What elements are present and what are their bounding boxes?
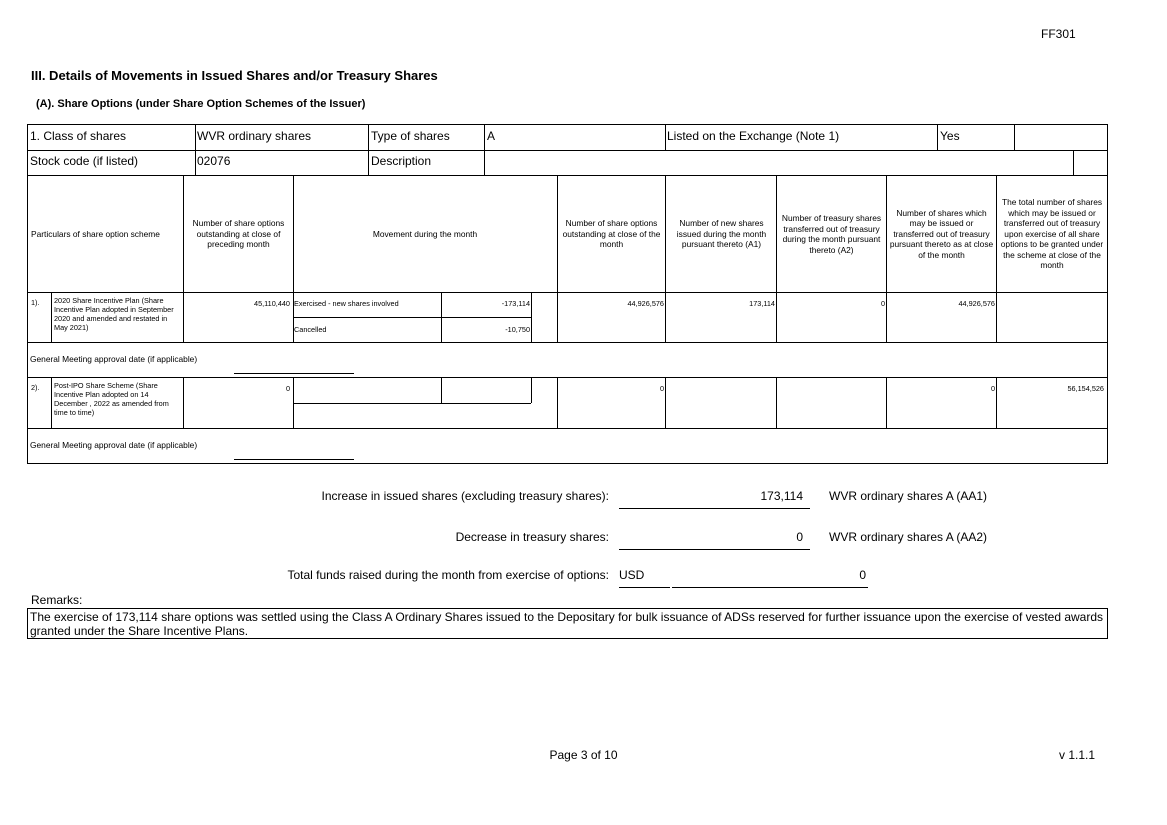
funds-label: Total funds raised during the month from exercise of options:	[287, 568, 609, 582]
col-divider	[183, 175, 184, 342]
movement-value: -173,114	[501, 299, 530, 308]
type-of-shares-value: A	[487, 129, 496, 143]
col-divider	[368, 125, 369, 150]
listed-label: Listed on the Exchange (Note 1)	[667, 129, 840, 143]
listed-value: Yes	[940, 129, 960, 143]
share-options-table	[27, 124, 1108, 464]
scheme-name: Post-IPO Share Scheme (Share Incentive Plan adopted on 14 December , 2022 as amended from time to time)	[54, 381, 169, 417]
decrease-underline	[619, 549, 810, 550]
funds-currency-underline	[619, 587, 670, 588]
col-divider	[441, 377, 442, 403]
decrease-unit: WVR ordinary shares A (AA2)	[829, 530, 988, 544]
stock-code-value: 02076	[197, 154, 231, 168]
description-label: Description	[371, 154, 432, 168]
class-of-shares-value: WVR ordinary shares	[197, 129, 312, 143]
movement-divider	[293, 403, 531, 404]
movement-label: Exercised - new shares involved	[294, 299, 399, 308]
col-divider	[996, 175, 997, 342]
col-divider	[293, 175, 294, 342]
scheme-index: 2).	[31, 383, 40, 392]
col-divider	[183, 377, 184, 428]
treasury-transferred: 0	[880, 299, 885, 308]
new-shares: 173,114	[749, 299, 775, 308]
header-may-be-issued: Number of shares which may be issued or transferred out of treasury pursuant thereto as at close of the month	[889, 207, 994, 260]
section-title: III. Details of Movements in Issued Shares and/or Treasury Shares	[31, 68, 438, 83]
scheme-name: 2020 Share Incentive Plan (Share Incentive Plan adopted in September 2020 and amended and restated in May 2021)	[54, 296, 174, 332]
may-be-issued: 0	[990, 384, 995, 393]
col-divider	[557, 175, 558, 342]
row-divider	[28, 428, 1107, 429]
form-code: FF301	[1041, 27, 1076, 41]
col-divider	[51, 292, 52, 342]
row-divider	[28, 342, 1107, 343]
movement-divider	[293, 317, 531, 318]
scheme-index: 1).	[31, 298, 40, 307]
col-divider	[886, 377, 887, 428]
col-divider	[1073, 150, 1074, 175]
class-of-shares-label: 1. Class of shares	[30, 129, 127, 143]
version-label: v 1.1.1	[1059, 748, 1096, 762]
increase-unit: WVR ordinary shares A (AA1)	[829, 489, 988, 503]
increase-underline	[619, 508, 810, 509]
row-divider	[28, 377, 1107, 378]
decrease-label: Decrease in treasury shares:	[455, 530, 609, 544]
may-be-issued: 44,926,576	[958, 299, 995, 308]
outstanding-preceding: 0	[285, 384, 290, 393]
remarks-text: The exercise of 173,114 share options was settled using the Class A Ordinary Shares issued to the Depositary for bulk issuance of ADSs reserved for further issuance upon the exercise of vested awards granted under the Share Incentive Plans.	[27, 608, 1108, 639]
outstanding-preceding: 45,110,440	[254, 299, 290, 308]
col-divider	[368, 150, 369, 175]
col-divider	[51, 377, 52, 428]
col-divider	[293, 377, 294, 428]
remarks-label: Remarks:	[31, 593, 83, 607]
increase-label: Increase in issued shares (excluding treasury shares):	[321, 489, 609, 503]
header-treasury-transferred: Number of treasury shares transferred out of treasury during the month pursuant thereto (A2)	[781, 213, 882, 255]
funds-value-underline	[672, 587, 868, 588]
row-divider	[28, 292, 1107, 293]
col-divider	[531, 377, 532, 403]
col-divider	[1014, 125, 1015, 150]
page-number: Page 3 of 10	[549, 748, 618, 762]
gm-approval-label: General Meeting approval date (if applicable)	[30, 354, 198, 364]
col-divider	[557, 377, 558, 428]
gm-approval-field[interactable]	[234, 373, 354, 374]
col-divider	[665, 175, 666, 342]
funds-currency: USD	[619, 568, 645, 582]
col-divider	[484, 125, 485, 175]
total-may-be-issued: 56,154,526	[1067, 384, 1104, 393]
header-particulars: Particulars of share option scheme	[31, 228, 160, 239]
col-divider	[665, 125, 666, 150]
header-outstanding-close: Number of share options outstanding at close of the month	[562, 218, 661, 250]
gm-approval-label: General Meeting approval date (if applicable)	[30, 440, 198, 450]
header-total-may-be-issued: The total number of shares which may be issued or transferred out of treasury upon exercise of all share options to be granted under the scheme at close of the month	[1000, 197, 1104, 271]
movement-value: -10,750	[505, 325, 530, 334]
col-divider	[937, 125, 938, 150]
gm-approval-field[interactable]	[234, 459, 354, 460]
header-movement: Movement during the month	[372, 228, 478, 239]
col-divider	[886, 175, 887, 342]
header-new-shares: Number of new shares issued during the month pursuant thereto (A1)	[676, 218, 767, 250]
col-divider	[776, 175, 777, 342]
subsection-title: (A). Share Options (under Share Option Schemes of the Issuer)	[36, 98, 366, 110]
stock-code-label: Stock code (if listed)	[30, 154, 139, 168]
type-of-shares-label: Type of shares	[371, 129, 450, 143]
outstanding-close: 44,926,576	[627, 299, 664, 308]
col-divider	[195, 125, 196, 175]
movement-label: Cancelled	[294, 325, 327, 334]
increase-value: 173,114	[760, 489, 803, 503]
col-divider	[441, 292, 442, 342]
col-divider	[996, 377, 997, 428]
outstanding-close: 0	[659, 384, 664, 393]
col-divider	[531, 292, 532, 342]
header-outstanding-preceding: Number of share options outstanding at close of preceding month	[192, 218, 285, 250]
row-divider	[28, 150, 1107, 151]
funds-value: 0	[859, 568, 866, 582]
col-divider	[776, 377, 777, 428]
decrease-value: 0	[796, 530, 803, 544]
col-divider	[665, 377, 666, 428]
